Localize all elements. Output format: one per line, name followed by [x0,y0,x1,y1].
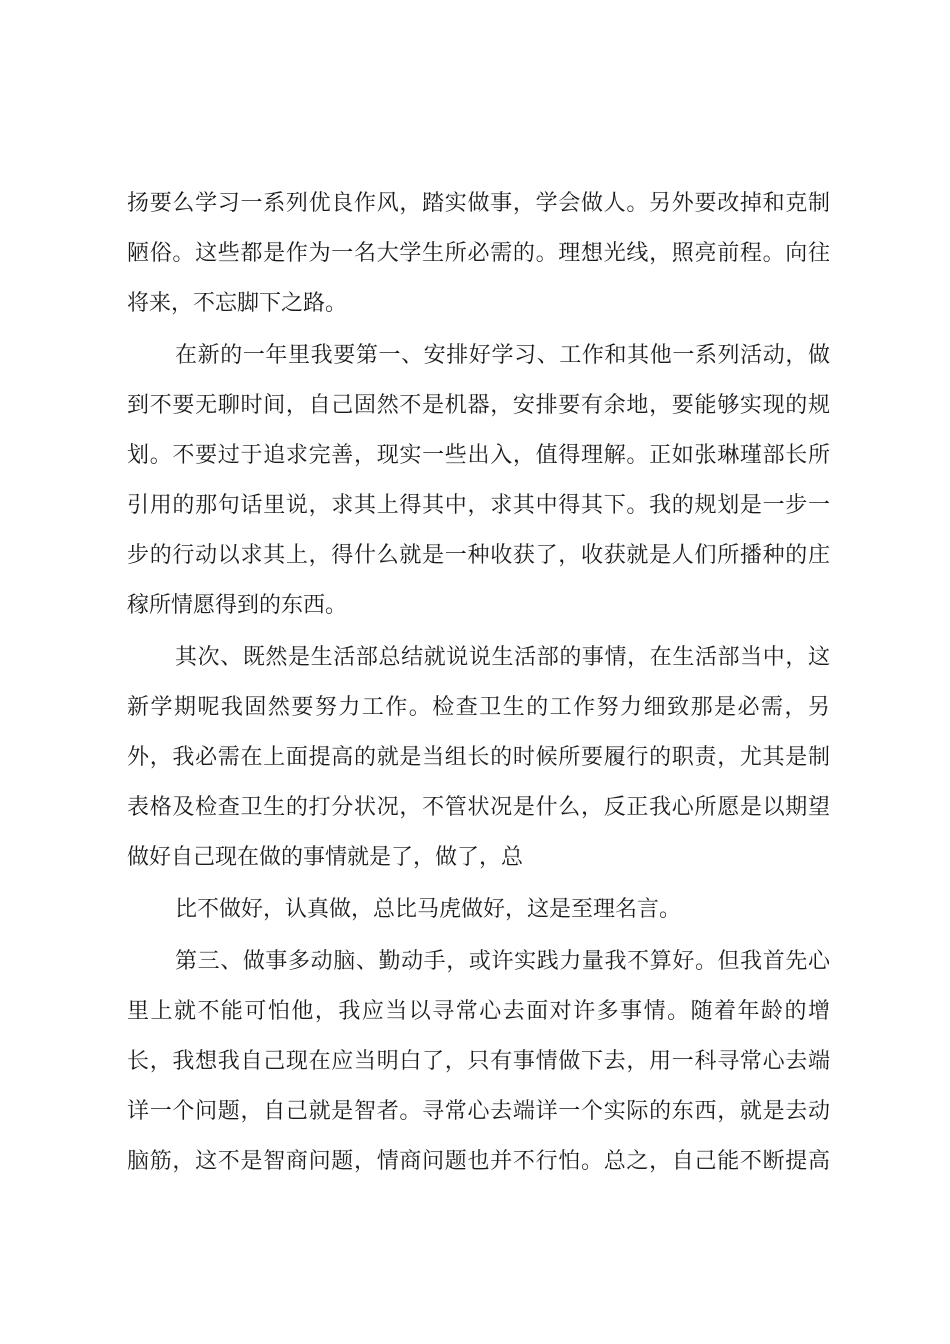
paragraph-first-line: 其次、既然是生活部总结就说说生活部的事情，在生活部当中，这 [175,645,830,670]
text-line: 新学期呢我固然要努力工作。检查卫生的工作努力细致那是必需，另 [127,695,830,720]
text-line: 做好自己现在做的事情就是了，做了，总 [127,845,524,870]
text-line: 外，我必需在上面提高的就是当组长的时候所要履行的职责，尤其是制 [127,745,830,770]
paragraph-first-line: 第三、做事多动脑、勤动手，或许实践力量我不算好。但我首先心 [175,949,830,974]
text-line: 里上就不能可怕他，我应当以寻常心去面对许多事情。随着年龄的增 [127,999,830,1024]
text-line: 引用的那句话里说，求其上得其中，求其中得其下。我的规划是一步一 [127,493,830,518]
text-line: 扬要么学习一系列优良作风，踏实做事，学会做人。另外要改掉和克制 [127,191,830,216]
text-line: 步的行动以求其上，得什么就是一种收获了，收获就是人们所播种的庄 [127,543,830,568]
paragraph-first-line: 比不做好，认真做，总比马虎做好，这是至理名言。 [175,897,682,922]
text-line: 表格及检查卫生的打分状况，不管状况是什么，反正我心所愿是以期望 [127,795,830,820]
text-line: 划。不要过于追求完善，现实一些出入，值得理解。正如张琳瑾部长所 [127,443,830,468]
text-line: 长，我想我自己现在应当明白了，只有事情做下去，用一科寻常心去端 [127,1049,830,1074]
text-line: 稼所情愿得到的东西。 [127,593,348,618]
text-line: 详一个问题，自己就是智者。寻常心去端详一个实际的东西，就是去动 [127,1099,830,1124]
text-line: 陋俗。这些都是作为一名大学生所必需的。理想光线，照亮前程。向往 [127,241,830,266]
text-line: 到不要无聊时间，自己固然不是机器，安排要有余地，要能够实现的规 [127,393,830,418]
paragraph-first-line: 在新的一年里我要第一、安排好学习、工作和其他一系列活动，做 [175,343,830,368]
text-line: 脑筋，这不是智商问题，情商问题也并不行怕。总之，自己能不断提高 [127,1149,830,1174]
text-line: 将来，不忘脚下之路。 [127,291,348,316]
